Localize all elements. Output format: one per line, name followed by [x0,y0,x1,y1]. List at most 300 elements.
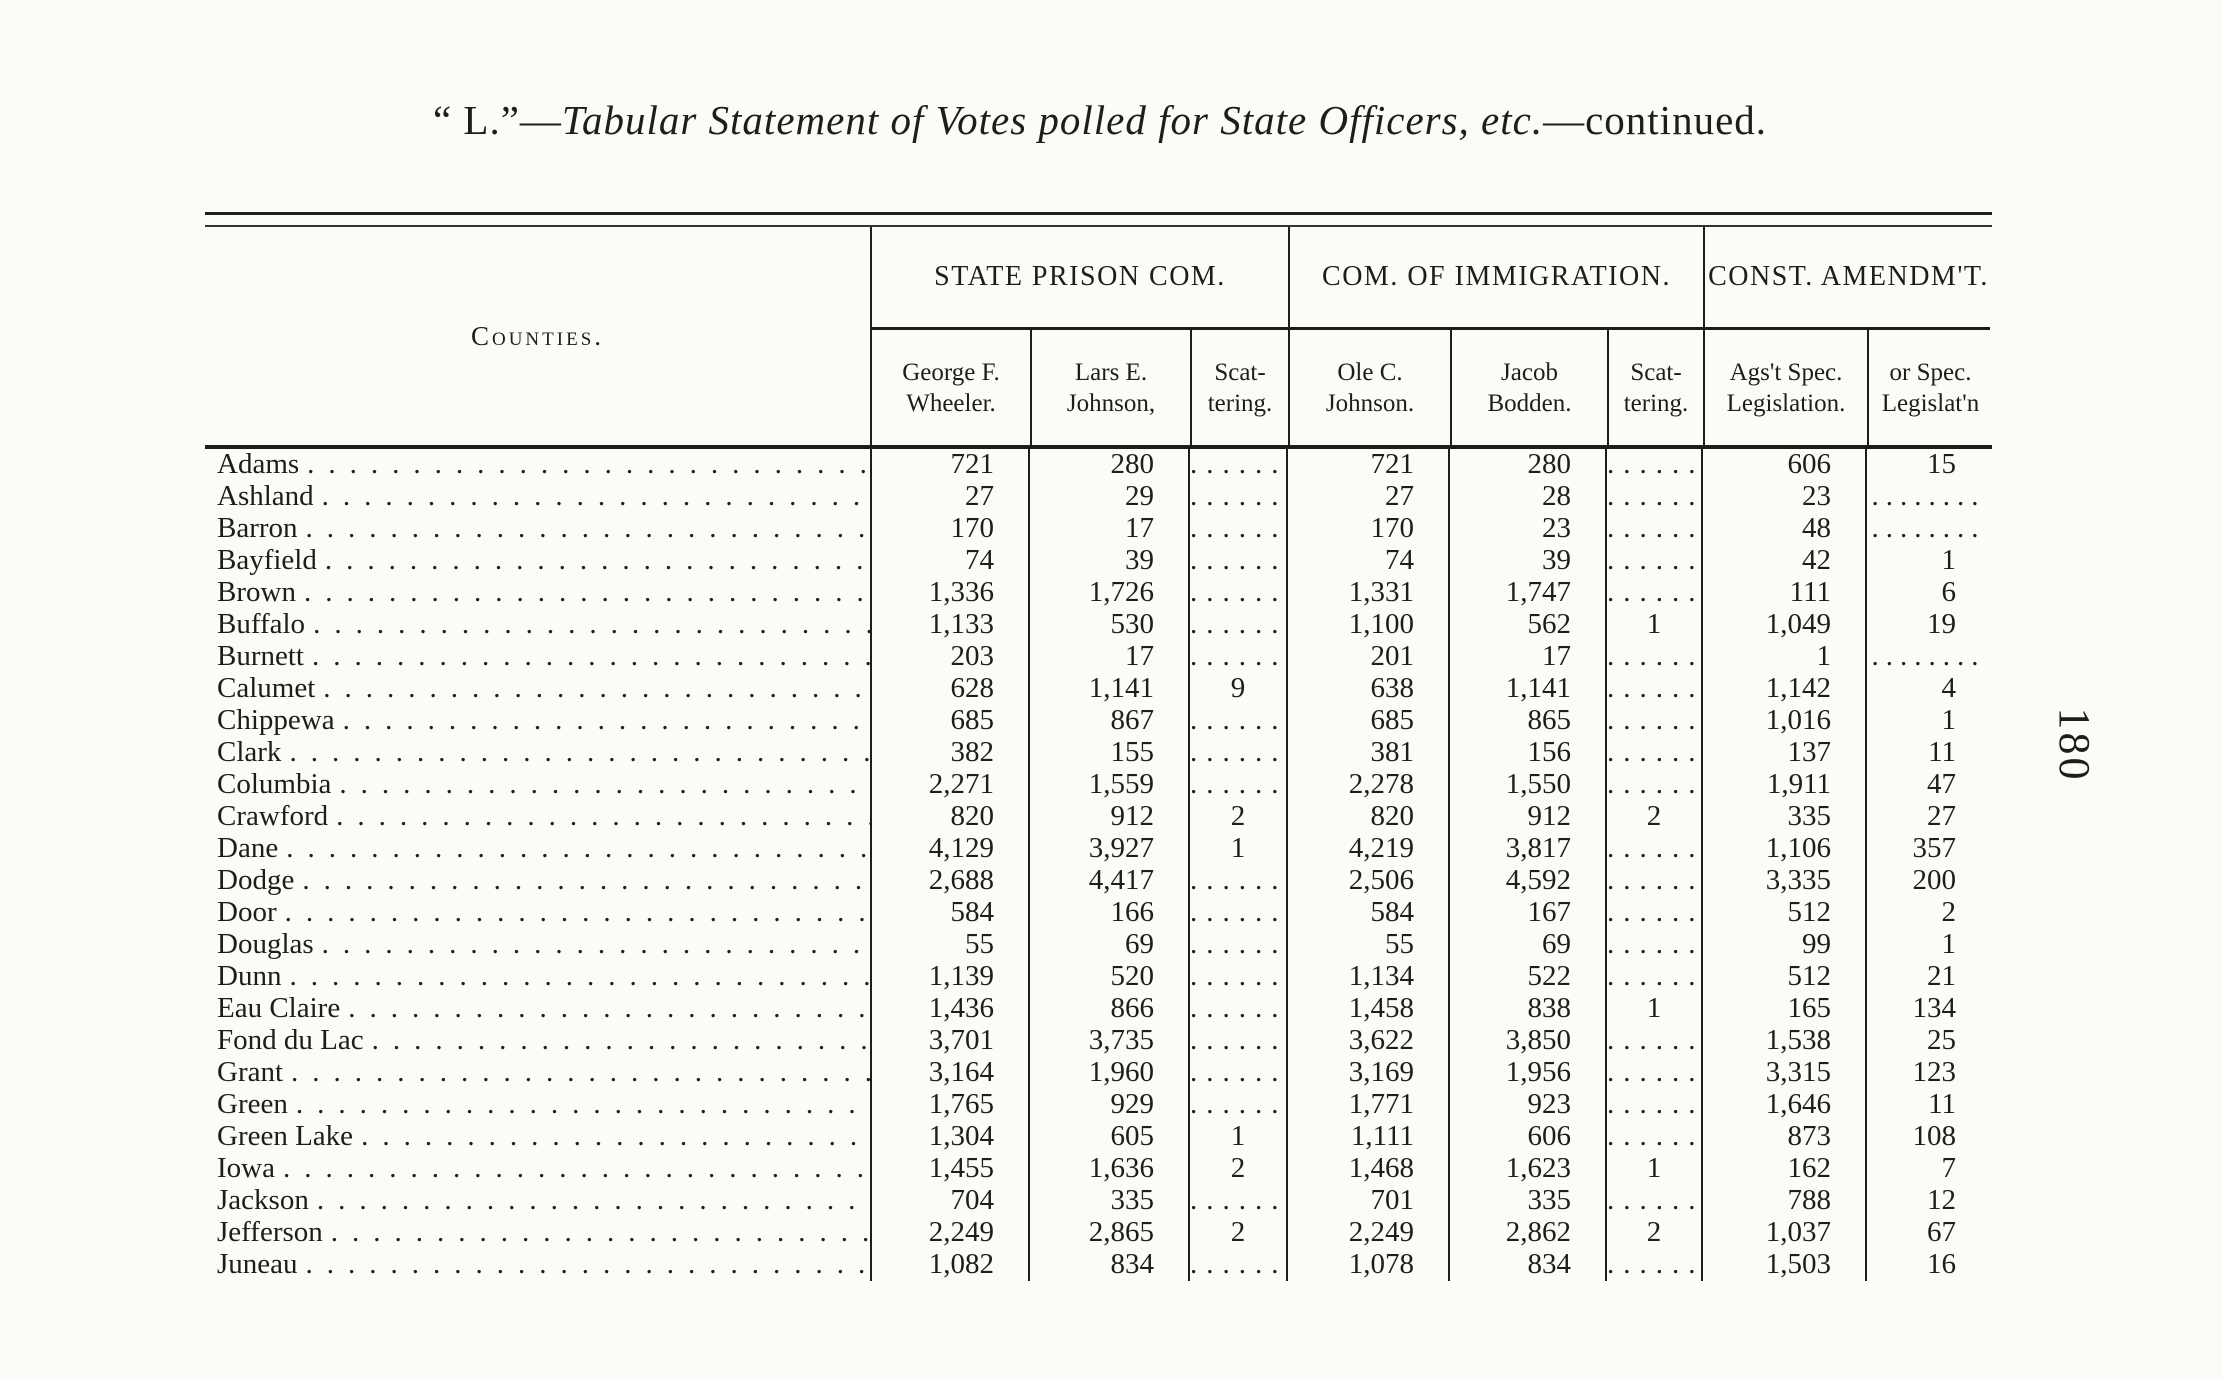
county-name: Jefferson ..... [205,1217,870,1249]
vote-count-cell: 1 [1865,705,1990,737]
vote-count-cell: 335 [1448,1185,1605,1217]
vote-count-cell: 1 [1605,1153,1701,1185]
vote-count-cell [1605,545,1701,577]
vote-count-cell: 3,315 [1701,1057,1865,1089]
vote-count-cell: 628 [870,673,1028,705]
vote-count-cell: 1,636 [1028,1153,1188,1185]
vote-count-cell: 2,249 [1286,1217,1448,1249]
vote-count-cell: 3,701 [870,1025,1028,1057]
vote-count-cell: 2 [1188,1217,1286,1249]
county-name: Dane ..... [205,833,870,865]
vote-count-cell: 1 [1188,1121,1286,1153]
vote-count-cell [1188,1057,1286,1089]
vote-count-cell: 1,503 [1701,1249,1865,1281]
vote-count-cell: 108 [1865,1121,1990,1153]
vote-count-cell [1605,673,1701,705]
vote-count-cell: 21 [1865,961,1990,993]
vote-count-cell: 1,037 [1701,1217,1865,1249]
vote-count-cell [1605,1057,1701,1089]
vote-count-cell: 4,129 [870,833,1028,865]
dot-leader [372,1025,870,1057]
vote-count-cell: 584 [870,897,1028,929]
dot-leader [361,1121,870,1153]
vote-count-cell: 522 [1448,961,1605,993]
table-row [205,769,1992,801]
vote-count-cell: 530 [1028,609,1188,641]
vote-count-cell: 1,765 [870,1089,1028,1121]
vote-count-cell: 1,623 [1448,1153,1605,1185]
col-header-bodden: Jacob Bodden. [1450,330,1607,445]
dot-leader [306,1249,870,1281]
vote-count-cell [1605,1121,1701,1153]
county-name: Green Lake ..... [205,1121,870,1153]
table-body [205,449,1992,1281]
vote-count-cell: 605 [1028,1121,1188,1153]
vote-count-cell [1188,993,1286,1025]
vote-count-cell: 1,100 [1286,609,1448,641]
table-row [205,449,1992,481]
vote-count-cell: 170 [870,513,1028,545]
vote-count-cell: 3,335 [1701,865,1865,897]
dot-leader [325,545,870,577]
vote-count-cell: 17 [1028,513,1188,545]
vote-count-cell: 166 [1028,897,1188,929]
vote-count-cell: 2 [1188,1153,1286,1185]
vote-count-cell: 912 [1448,801,1605,833]
vote-count-cell [1605,769,1701,801]
vote-count-cell [1188,1025,1286,1057]
vote-count-cell: 1 [1865,545,1990,577]
vote-count-cell: 382 [870,737,1028,769]
col-header-scattering-1: Scat- tering. [1190,330,1288,445]
vote-count-cell: 39 [1448,545,1605,577]
vote-count-cell: 28 [1448,481,1605,513]
vote-count-cell: 42 [1701,545,1865,577]
county-name: Jackson ..... [205,1185,870,1217]
dot-leader [313,609,870,641]
vote-count-cell: 335 [1701,801,1865,833]
table-row [205,705,1992,737]
vote-count-cell: 912 [1028,801,1188,833]
vote-count-cell: 1,747 [1448,577,1605,609]
vote-count-cell: 280 [1028,449,1188,481]
vote-count-cell: 1,049 [1701,609,1865,641]
vote-count-cell: 512 [1701,961,1865,993]
table-top-rule [205,212,1992,227]
table-row [205,545,1992,577]
vote-count-cell: 1,106 [1701,833,1865,865]
vote-count-cell: 67 [1865,1217,1990,1249]
table-row [205,1249,1992,1281]
dot-leader [331,1217,870,1249]
vote-count-cell: 3,817 [1448,833,1605,865]
vote-count-cell: 685 [870,705,1028,737]
group-state-prison-com: STATE PRISON COM. [934,261,1226,292]
county-name: Door ..... [205,897,870,929]
table-row [205,1121,1992,1153]
vote-count-cell [1188,929,1286,961]
vote-count-cell: 606 [1701,449,1865,481]
page-number: 180 [2050,707,2099,783]
vote-count-cell: 3,169 [1286,1057,1448,1089]
vote-count-cell: 55 [870,929,1028,961]
vote-count-cell: 165 [1701,993,1865,1025]
table-row [205,1089,1992,1121]
vote-count-cell: 6 [1865,577,1990,609]
col-header-wheeler: George F. Wheeler. [902,358,1000,417]
vote-count-cell: 381 [1286,737,1448,769]
vote-count-cell: 12 [1865,1185,1990,1217]
dot-leader [283,1153,870,1185]
county-name: Columbia ..... [205,769,870,801]
vote-count-cell: 19 [1865,609,1990,641]
vote-count-cell: 1,133 [870,609,1028,641]
vote-count-cell: 123 [1865,1057,1990,1089]
vote-count-cell [1605,577,1701,609]
county-name: Douglas ..... [205,929,870,961]
vote-count-cell [1605,1185,1701,1217]
vote-count-cell: 1,134 [1286,961,1448,993]
title-tail: —continued. [1543,97,1768,143]
votes-table [205,212,1992,1281]
county-name: Dodge ..... [205,865,870,897]
vote-count-cell: 820 [1286,801,1448,833]
counties-column-header: Counties. [470,320,605,351]
vote-count-cell: 1,078 [1286,1249,1448,1281]
vote-count-cell: 584 [1286,897,1448,929]
county-name: Burnett ..... [205,641,870,673]
group-header-row [872,227,1992,327]
vote-count-cell [1605,929,1701,961]
vote-count-cell: 1,111 [1286,1121,1448,1153]
county-name: Ashland ..... [205,481,870,513]
vote-count-cell: 201 [1286,641,1448,673]
dot-leader [304,577,870,609]
vote-count-cell: 1,538 [1701,1025,1865,1057]
vote-count-cell: 4,592 [1448,865,1605,897]
vote-count-cell: 1 [1605,993,1701,1025]
vote-count-cell: 1,559 [1028,769,1188,801]
table-row [205,481,1992,513]
vote-count-cell: 1 [1188,833,1286,865]
vote-count-cell: 2 [1865,897,1990,929]
vote-count-cell: 2,249 [870,1217,1028,1249]
vote-count-cell: 3,735 [1028,1025,1188,1057]
vote-count-cell [1865,641,1990,673]
vote-count-cell: 111 [1701,577,1865,609]
dot-leader [348,993,870,1025]
vote-count-cell [1188,577,1286,609]
vote-count-cell: 1,911 [1701,769,1865,801]
county-name: Crawford ..... [205,801,870,833]
table-row [205,929,1992,961]
vote-count-cell: 929 [1028,1089,1188,1121]
vote-count-cell: 2 [1605,801,1701,833]
vote-count-cell: 17 [1448,641,1605,673]
vote-count-cell [1188,769,1286,801]
dot-leader [285,897,870,929]
table-row [205,1217,1992,1249]
vote-count-cell: 606 [1448,1121,1605,1153]
group-com-of-immigration: COM. OF IMMIGRATION. [1288,227,1703,327]
county-name: Brown ..... [205,577,870,609]
county-name: Fond du Lac ..... [205,1025,870,1057]
vote-count-cell: 1,455 [870,1153,1028,1185]
vote-count-cell: 280 [1448,449,1605,481]
vote-count-cell [1188,737,1286,769]
vote-count-cell: 2 [1188,801,1286,833]
vote-count-cell [1605,737,1701,769]
vote-count-cell: 1,436 [870,993,1028,1025]
vote-count-cell [1188,545,1286,577]
vote-count-cell: 357 [1865,833,1990,865]
vote-count-cell: 2,862 [1448,1217,1605,1249]
vote-count-cell: 1 [1701,641,1865,673]
county-name: Barron ..... [205,513,870,545]
vote-count-cell [1188,481,1286,513]
vote-count-cell: 23 [1448,513,1605,545]
vote-count-cell: 1,016 [1701,705,1865,737]
vote-count-cell: 27 [1286,481,1448,513]
vote-count-cell: 134 [1865,993,1990,1025]
vote-count-cell [1188,897,1286,929]
vote-count-cell: 55 [1286,929,1448,961]
candidate-header-row [872,330,1992,445]
vote-count-cell: 1,082 [870,1249,1028,1281]
vote-count-cell: 1 [1865,929,1990,961]
table-row [205,801,1992,833]
county-name: Eau Claire ..... [205,993,870,1025]
county-name: Dunn ..... [205,961,870,993]
vote-count-cell: 3,622 [1286,1025,1448,1057]
table-row [205,897,1992,929]
vote-count-cell: 3,850 [1448,1025,1605,1057]
vote-count-cell: 47 [1865,769,1990,801]
vote-count-cell: 865 [1448,705,1605,737]
table-row [205,673,1992,705]
vote-count-cell [1188,1089,1286,1121]
vote-count-cell: 11 [1865,737,1990,769]
vote-count-cell: 1,468 [1286,1153,1448,1185]
county-name: Clark ..... [205,737,870,769]
vote-count-cell: 867 [1028,705,1188,737]
vote-count-cell [1605,449,1701,481]
dot-leader [289,737,870,769]
vote-count-cell [1188,513,1286,545]
vote-count-cell: 838 [1448,993,1605,1025]
dot-leader [339,769,870,801]
vote-count-cell [1865,481,1990,513]
county-name: Green ..... [205,1089,870,1121]
vote-count-cell: 203 [870,641,1028,673]
vote-count-cell [1605,897,1701,929]
table-row [205,1057,1992,1089]
vote-count-cell: 170 [1286,513,1448,545]
vote-count-cell: 1,458 [1286,993,1448,1025]
vote-count-cell: 74 [1286,545,1448,577]
vote-count-cell: 1,960 [1028,1057,1188,1089]
vote-count-cell: 1,771 [1286,1089,1448,1121]
vote-count-cell [1605,641,1701,673]
table-row [205,609,1992,641]
dot-leader [302,865,870,897]
vote-count-cell: 1,726 [1028,577,1188,609]
dot-leader [336,801,870,833]
vote-count-cell: 685 [1286,705,1448,737]
table-row [205,1185,1992,1217]
county-name: Buffalo ..... [205,609,870,641]
vote-count-cell [1188,1249,1286,1281]
vote-count-cell: 27 [1865,801,1990,833]
vote-count-cell: 69 [1448,929,1605,961]
vote-count-cell: 2,865 [1028,1217,1188,1249]
vote-count-cell: 3,927 [1028,833,1188,865]
vote-count-cell: 167 [1448,897,1605,929]
vote-count-cell: 16 [1865,1249,1990,1281]
vote-count-cell: 156 [1448,737,1605,769]
vote-count-cell: 820 [870,801,1028,833]
vote-count-cell [1605,705,1701,737]
vote-count-cell: 1 [1605,609,1701,641]
vote-count-cell [1865,513,1990,545]
vote-count-cell [1605,513,1701,545]
vote-count-cell: 11 [1865,1089,1990,1121]
vote-count-cell: 39 [1028,545,1188,577]
vote-count-cell: 1,142 [1701,673,1865,705]
title-main: Tabular Statement of Votes polled for State Officers, etc. [561,97,1544,143]
dot-leader [306,513,870,545]
vote-count-cell: 2,688 [870,865,1028,897]
vote-count-cell [1605,961,1701,993]
vote-count-cell: 638 [1286,673,1448,705]
vote-count-cell [1605,481,1701,513]
vote-count-cell: 873 [1701,1121,1865,1153]
county-name: Calumet ..... [205,673,870,705]
dot-leader [323,673,870,705]
table-header [205,227,1992,445]
table-row [205,737,1992,769]
vote-count-cell: 48 [1701,513,1865,545]
page-title [205,96,1995,144]
county-name: Juneau ..... [205,1249,870,1281]
vote-count-cell: 155 [1028,737,1188,769]
vote-count-cell [1605,833,1701,865]
vote-count-cell: 512 [1701,897,1865,929]
table-row [205,577,1992,609]
dot-leader [317,1185,870,1217]
col-header-ole-johnson: Ole C. Johnson. [1288,330,1450,445]
vote-count-cell: 335 [1028,1185,1188,1217]
vote-count-cell: 1,141 [1448,673,1605,705]
vote-count-cell [1188,449,1286,481]
vote-count-cell: 23 [1701,481,1865,513]
vote-count-cell: 74 [870,545,1028,577]
dot-leader [307,449,870,481]
vote-count-cell: 520 [1028,961,1188,993]
vote-count-cell: 866 [1028,993,1188,1025]
dot-leader [343,705,870,737]
vote-count-cell: 721 [870,449,1028,481]
vote-count-cell: 7 [1865,1153,1990,1185]
table-row [205,1025,1992,1057]
dot-leader [291,1057,870,1089]
vote-count-cell: 834 [1448,1249,1605,1281]
vote-count-cell: 1,956 [1448,1057,1605,1089]
vote-count-cell: 2 [1605,1217,1701,1249]
vote-count-cell [1605,1249,1701,1281]
vote-count-cell: 4 [1865,673,1990,705]
vote-count-cell: 3,164 [870,1057,1028,1089]
vote-count-cell: 1,550 [1448,769,1605,801]
group-const-amendmt: CONST. AMENDM'T. [1703,227,1992,327]
col-header-for-spec-legislation: or Spec. Legislat'n [1867,330,1992,445]
vote-count-cell: 27 [870,481,1028,513]
vote-count-cell [1188,641,1286,673]
dot-leader [289,961,870,993]
vote-count-cell: 4,417 [1028,865,1188,897]
dot-leader [322,929,870,961]
vote-count-cell: 834 [1028,1249,1188,1281]
table-row [205,833,1992,865]
vote-count-cell [1605,865,1701,897]
county-name: Chippewa ..... [205,705,870,737]
vote-count-cell: 704 [870,1185,1028,1217]
vote-count-cell: 1,139 [870,961,1028,993]
vote-count-cell: 25 [1865,1025,1990,1057]
vote-count-cell: 17 [1028,641,1188,673]
vote-count-cell [1188,705,1286,737]
county-name: Adams ..... [205,449,870,481]
table-row [205,1153,1992,1185]
county-name: Grant ..... [205,1057,870,1089]
dot-leader [322,481,870,513]
vote-count-cell: 1,331 [1286,577,1448,609]
vote-count-cell [1605,1089,1701,1121]
vote-count-cell: 99 [1701,929,1865,961]
vote-count-cell: 69 [1028,929,1188,961]
vote-count-cell: 701 [1286,1185,1448,1217]
vote-count-cell: 1,336 [870,577,1028,609]
vote-count-cell [1188,1185,1286,1217]
title-quote: “ L.”— [432,97,562,143]
vote-count-cell: 2,271 [870,769,1028,801]
table-row [205,641,1992,673]
vote-count-cell: 15 [1865,449,1990,481]
vote-count-cell: 788 [1701,1185,1865,1217]
col-header-scattering-2: Scat- tering. [1607,330,1703,445]
vote-count-cell [1605,1025,1701,1057]
dot-leader [312,641,870,673]
vote-count-cell: 9 [1188,673,1286,705]
col-header-agst-spec-legislation: Ags't Spec. Legislation. [1703,330,1867,445]
vote-count-cell: 2,278 [1286,769,1448,801]
table-row [205,961,1992,993]
vote-count-cell: 1,646 [1701,1089,1865,1121]
dot-leader [296,1089,870,1121]
table-row [205,513,1992,545]
county-name: Iowa ..... [205,1153,870,1185]
vote-count-cell: 923 [1448,1089,1605,1121]
vote-count-cell [1188,865,1286,897]
vote-count-cell: 562 [1448,609,1605,641]
vote-count-cell: 4,219 [1286,833,1448,865]
vote-count-cell: 137 [1701,737,1865,769]
table-row [205,865,1992,897]
col-header-lars-johnson: Lars E. Johnson, [1030,330,1190,445]
vote-count-cell: 29 [1028,481,1188,513]
vote-count-cell: 1,141 [1028,673,1188,705]
vote-count-cell: 162 [1701,1153,1865,1185]
